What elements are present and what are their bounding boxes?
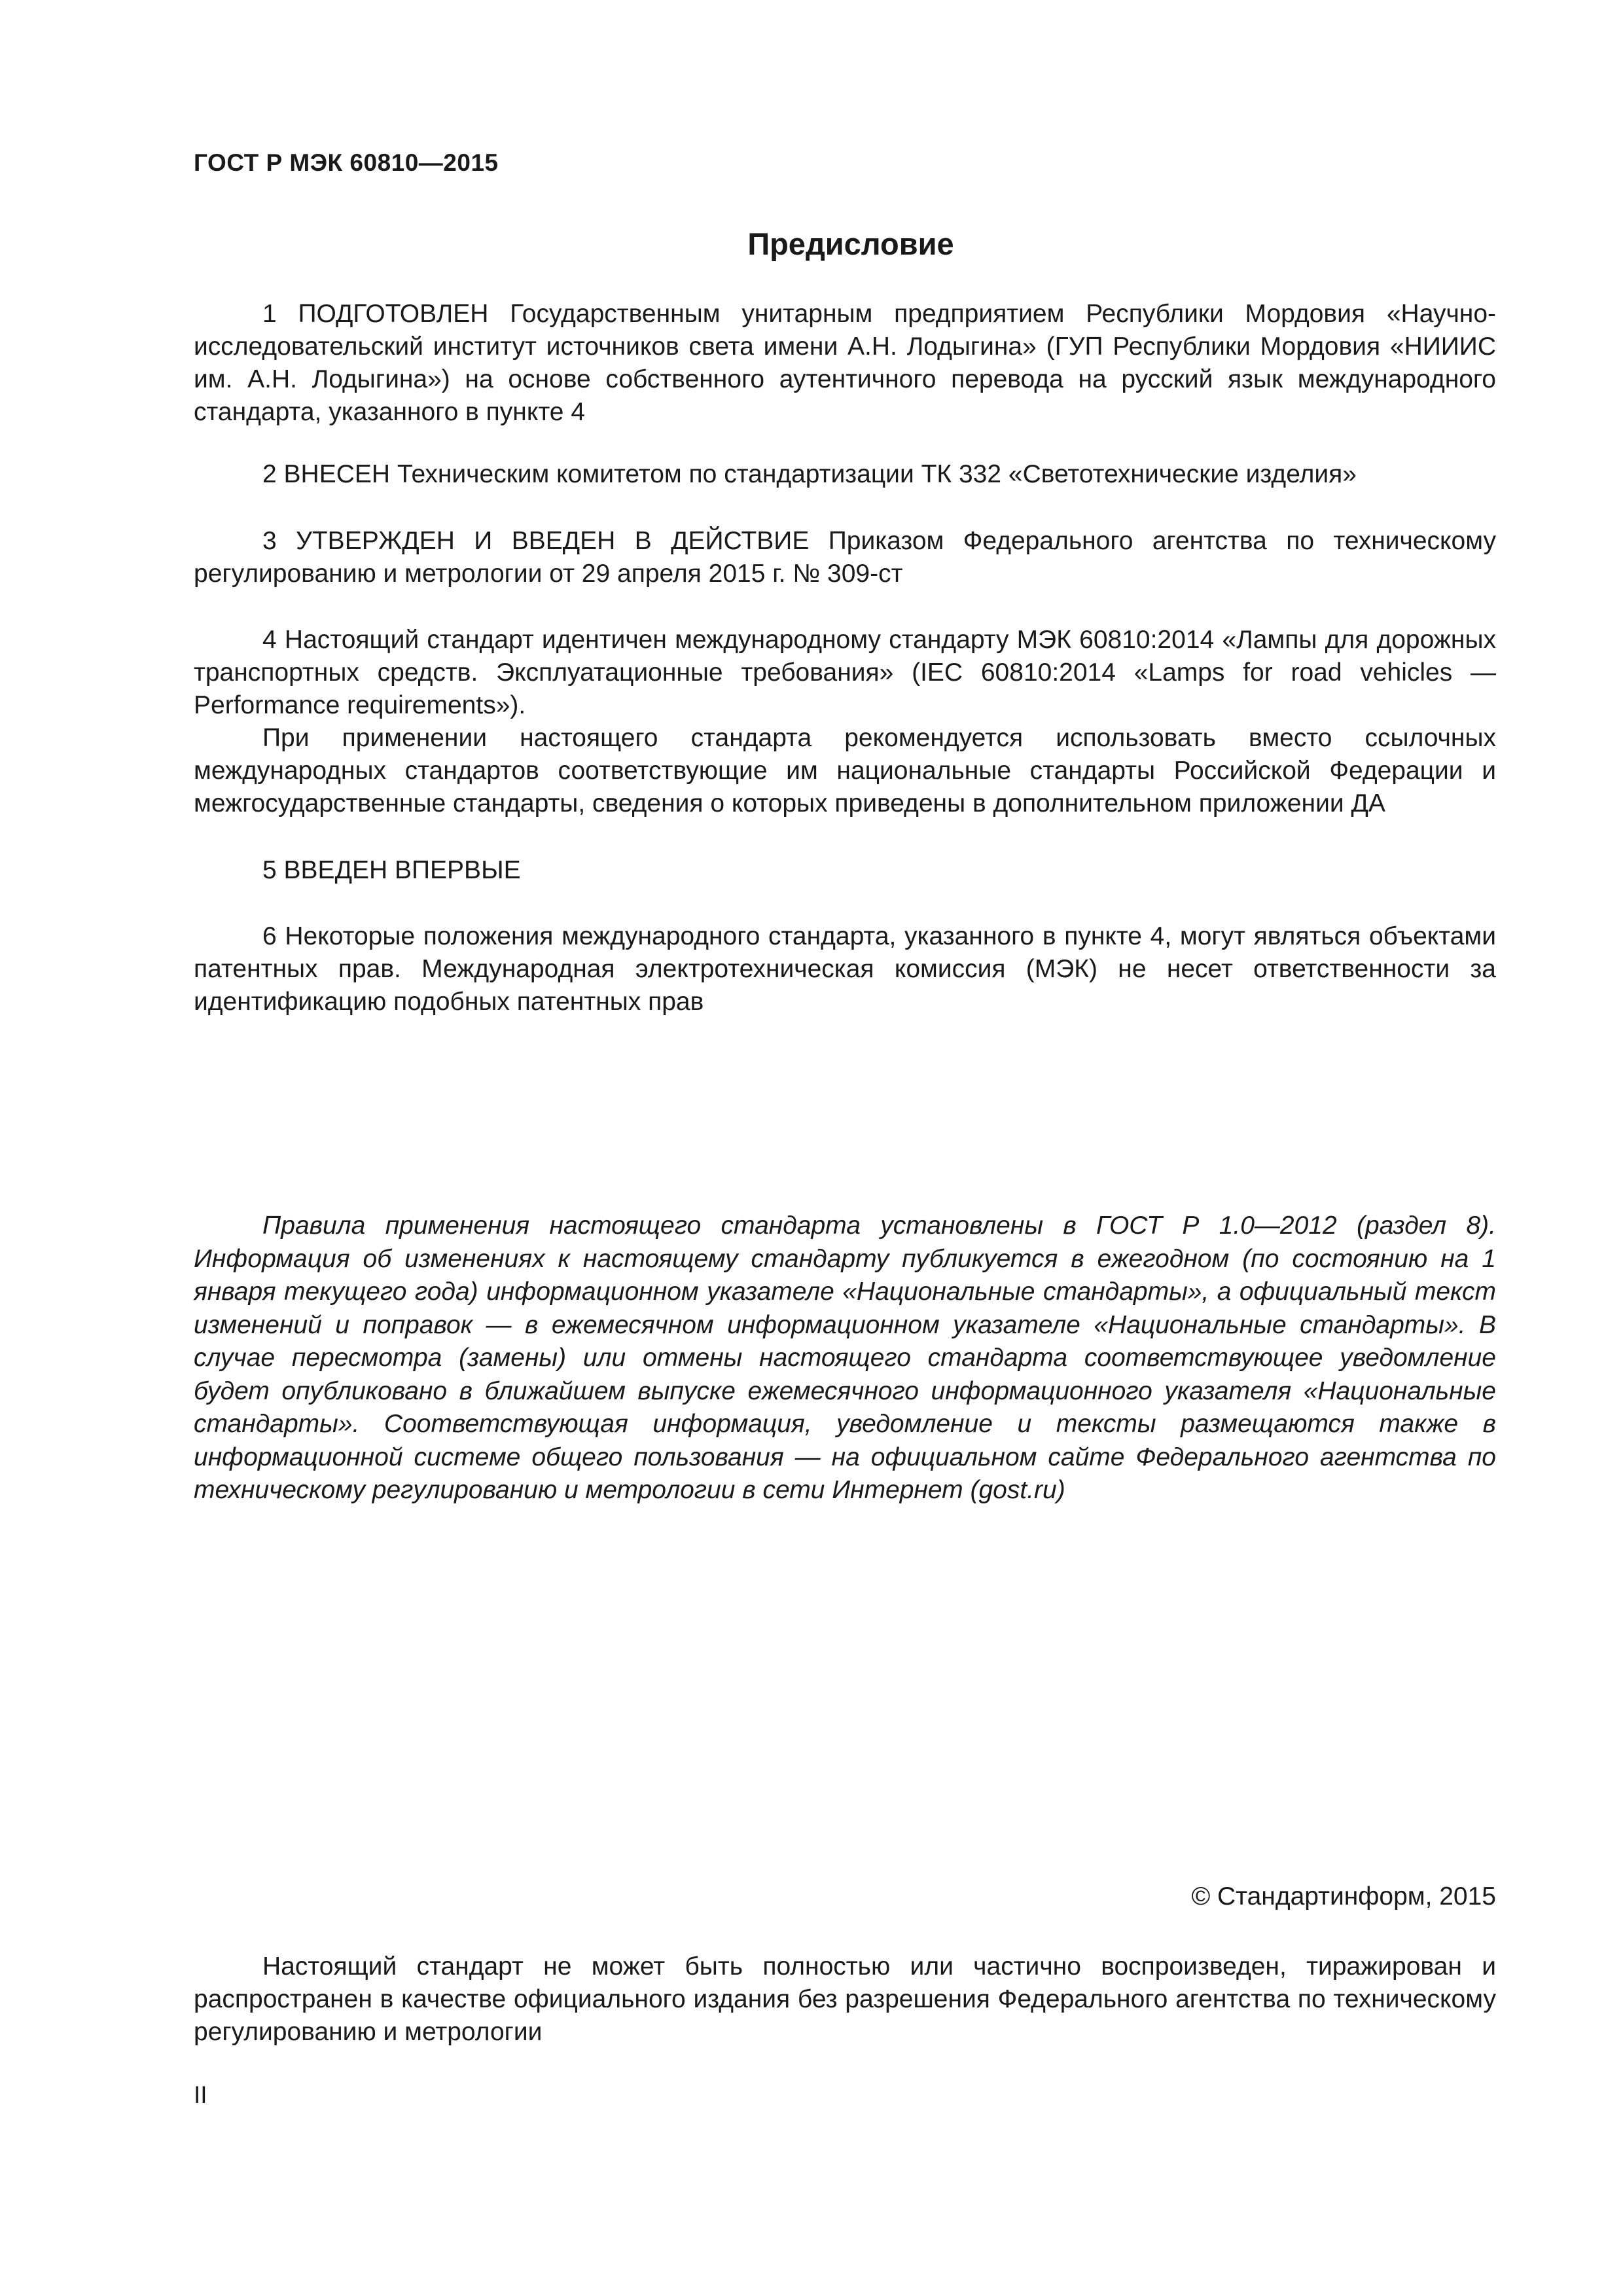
page-number: II [194,2081,207,2108]
foreword-item-4 [194,624,1496,820]
foreword-item-2 [194,458,1496,491]
foreword-item-1 [194,298,1496,429]
document-code-header: ГОСТ Р МЭК 60810—2015 [194,149,499,176]
foreword-item-4-subtext: При применении настоящего стандарта рекомендуется использовать вместо ссылочных международных стандартов соответствующие им национальные стандарты Российской Федерации и межгосударственные стандарты, сведения о которых приведены в дополнительном приложении ДА [194,724,1496,817]
foreword-item-5-text: 5 ВВЕДЕН ВПЕРВЫЕ [262,856,521,884]
foreword-item-5 [194,854,1496,887]
application-rules-note: Правила применения настоящего стандарта установлены в ГОСТ Р 1.0—2012 (раздел 8). Информация об изменениях к настоящему стандарту публикуется в ежегодном (по состоянию на 1 января текущего года) информационном указателе «Национальные стандарты», а официальный текст изменений и поправок — в ежемесячном информационном указателе «Национальные стандарты». В случае пересмотра (замены) или отмены настоящего стандарта соответствующее уведомление будет опубликовано в ближайшем выпуске ежемесячного информационного указателя «Национальные стандарты». Соответствующая информация, уведомление и тексты размещаются также в информационной системе общего пользования — на официальном сайте Федерального агентства по техническому регулированию и метрологии в сети Интернет (gost.ru) [194,1211,1496,1504]
foreword-item-6-text: 6 Некоторые положения международного стандарта, указанного в пункте 4, могут являться объектами патентных прав. Международная электротехническая комиссия (МЭК) не несет ответственности за идентификацию подобных патентных прав [194,922,1496,1016]
reproduction-disclaimer: Настоящий стандарт не может быть полностью или частично воспроизведен, тиражирован и распространен в качестве официального издания без разрешения Федерального агентства по техническому регулированию и метрологии [194,1952,1496,2046]
section-title: Предисловие [747,226,954,261]
foreword-item-1-text: 1 ПОДГОТОВЛЕН Государственным унитарным предприятием Республики Мордовия «Научно-исследовательский институт источников света имени А.Н. Лодыгина» (ГУП Республики Мордовия «НИИИС им. А.Н. Лодыгина») на основе собственного аутентичного перевода на русский язык международного стандарта, указанного в пункте 4 [194,300,1496,426]
foreword-item-4-text: 4 Настоящий стандарт идентичен международному стандарту МЭК 60810:2014 «Лампы для дорожных транспортных средств. Эксплуатационные требования» (IEC 60810:2014 «Lamps for road vehicles — Performance requirements»). [194,626,1496,719]
foreword-item-6 [194,920,1496,1018]
foreword-item-3-text: 3 УТВЕРЖДЕН И ВВЕДЕН В ДЕЙСТВИЕ Приказом Федерального агентства по техническому регулированию и метрологии от 29 апреля 2015 г. № 309-ст [194,527,1496,588]
foreword-item-2-text: 2 ВНЕСЕН Техническим комитетом по стандартизации ТК 332 «Светотехнические изделия» [262,460,1357,488]
copyright-line: © Стандартинформ, 2015 [1191,1882,1496,1910]
foreword-item-3 [194,525,1496,590]
